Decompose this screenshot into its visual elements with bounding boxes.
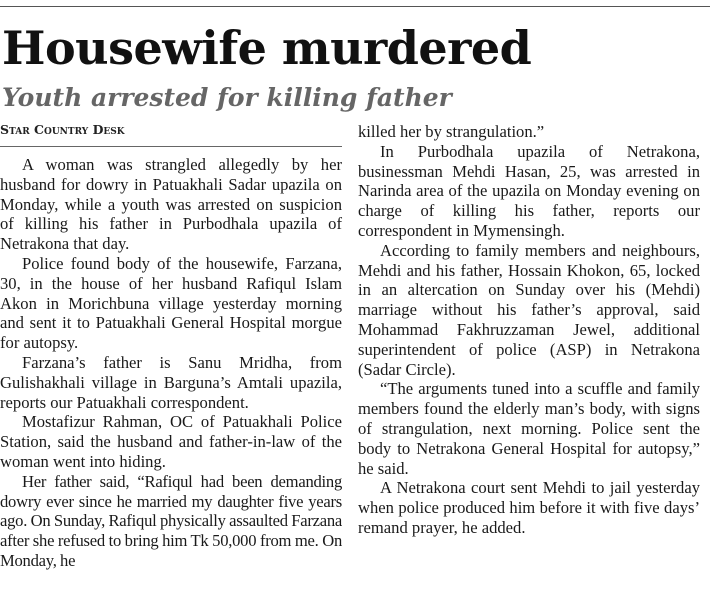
paragraph: According to family members and neighbours, Mehdi and his father, Hossain Khokon, 65, locked in an altercation on Sunday over his (Mehdi) marriage without his father’s approval, said Mohammad Fakhruzzaman Jewel, additional superintendent of police (ASP) in Netrakona (Sadar Circle). (358, 240, 700, 379)
article-column-right (358, 122, 700, 538)
top-rule (0, 6, 710, 7)
subheadline: Youth arrested for killing father (2, 83, 452, 112)
byline: Star Country Desk (0, 122, 125, 137)
paragraph: A Netrakona court sent Mehdi to jail yesterday when police produced him before it with five days’ remand prayer, he added. (358, 478, 700, 537)
byline-rule (0, 146, 342, 147)
paragraph: Her father said, “Rafiqul had been demanding dowry ever since he married my daughter five years ago. On Sunday, Rafiqul physically assaulted Farzana after she refused to bring him Tk 50,000 from me. On Monday, he (0, 471, 342, 570)
paragraph: A woman was strangled allegedly by her husband for dowry in Patuakhali Sadar upazila on Monday, while a youth was arrested on suspicion of killing his father in Purbodhala upazila of Netrakona that day. (0, 155, 342, 254)
article-column-left (0, 155, 342, 571)
paragraph: Police found body of the housewife, Farzana, 30, in the house of her husband Rafiqul Islam Akon in Morichbuna village yesterday morning and sent it to Patuakhali General Hospital morgue for autopsy. (0, 253, 342, 353)
paragraph-continued: killed her by strangulation.” (358, 122, 545, 141)
paragraph: Farzana’s father is Sanu Mridha, from Gulishakhali village in Barguna’s Amtali upazila, reports our Patuakhali correspondent. (0, 352, 342, 412)
paragraph: “The arguments tuned into a scuffle and family members found the elderly man’s body, with signs of strangulation, next morning. Police sent the body to Netrakona General Hospital for autopsy,” he said. (358, 379, 700, 478)
headline: Housewife murdered (2, 21, 532, 75)
paragraph: In Purbodhala upazila of Netrakona, businessman Mehdi Hasan, 25, was arrested in Narinda area of the upazila on Monday evening on charge of killing his father, reports our correspondent in Mymensingh. (358, 141, 700, 240)
paragraph: Mostafizur Rahman, OC of Patuakhali Police Station, said the husband and father-in-law of the woman went into hiding. (0, 412, 342, 471)
